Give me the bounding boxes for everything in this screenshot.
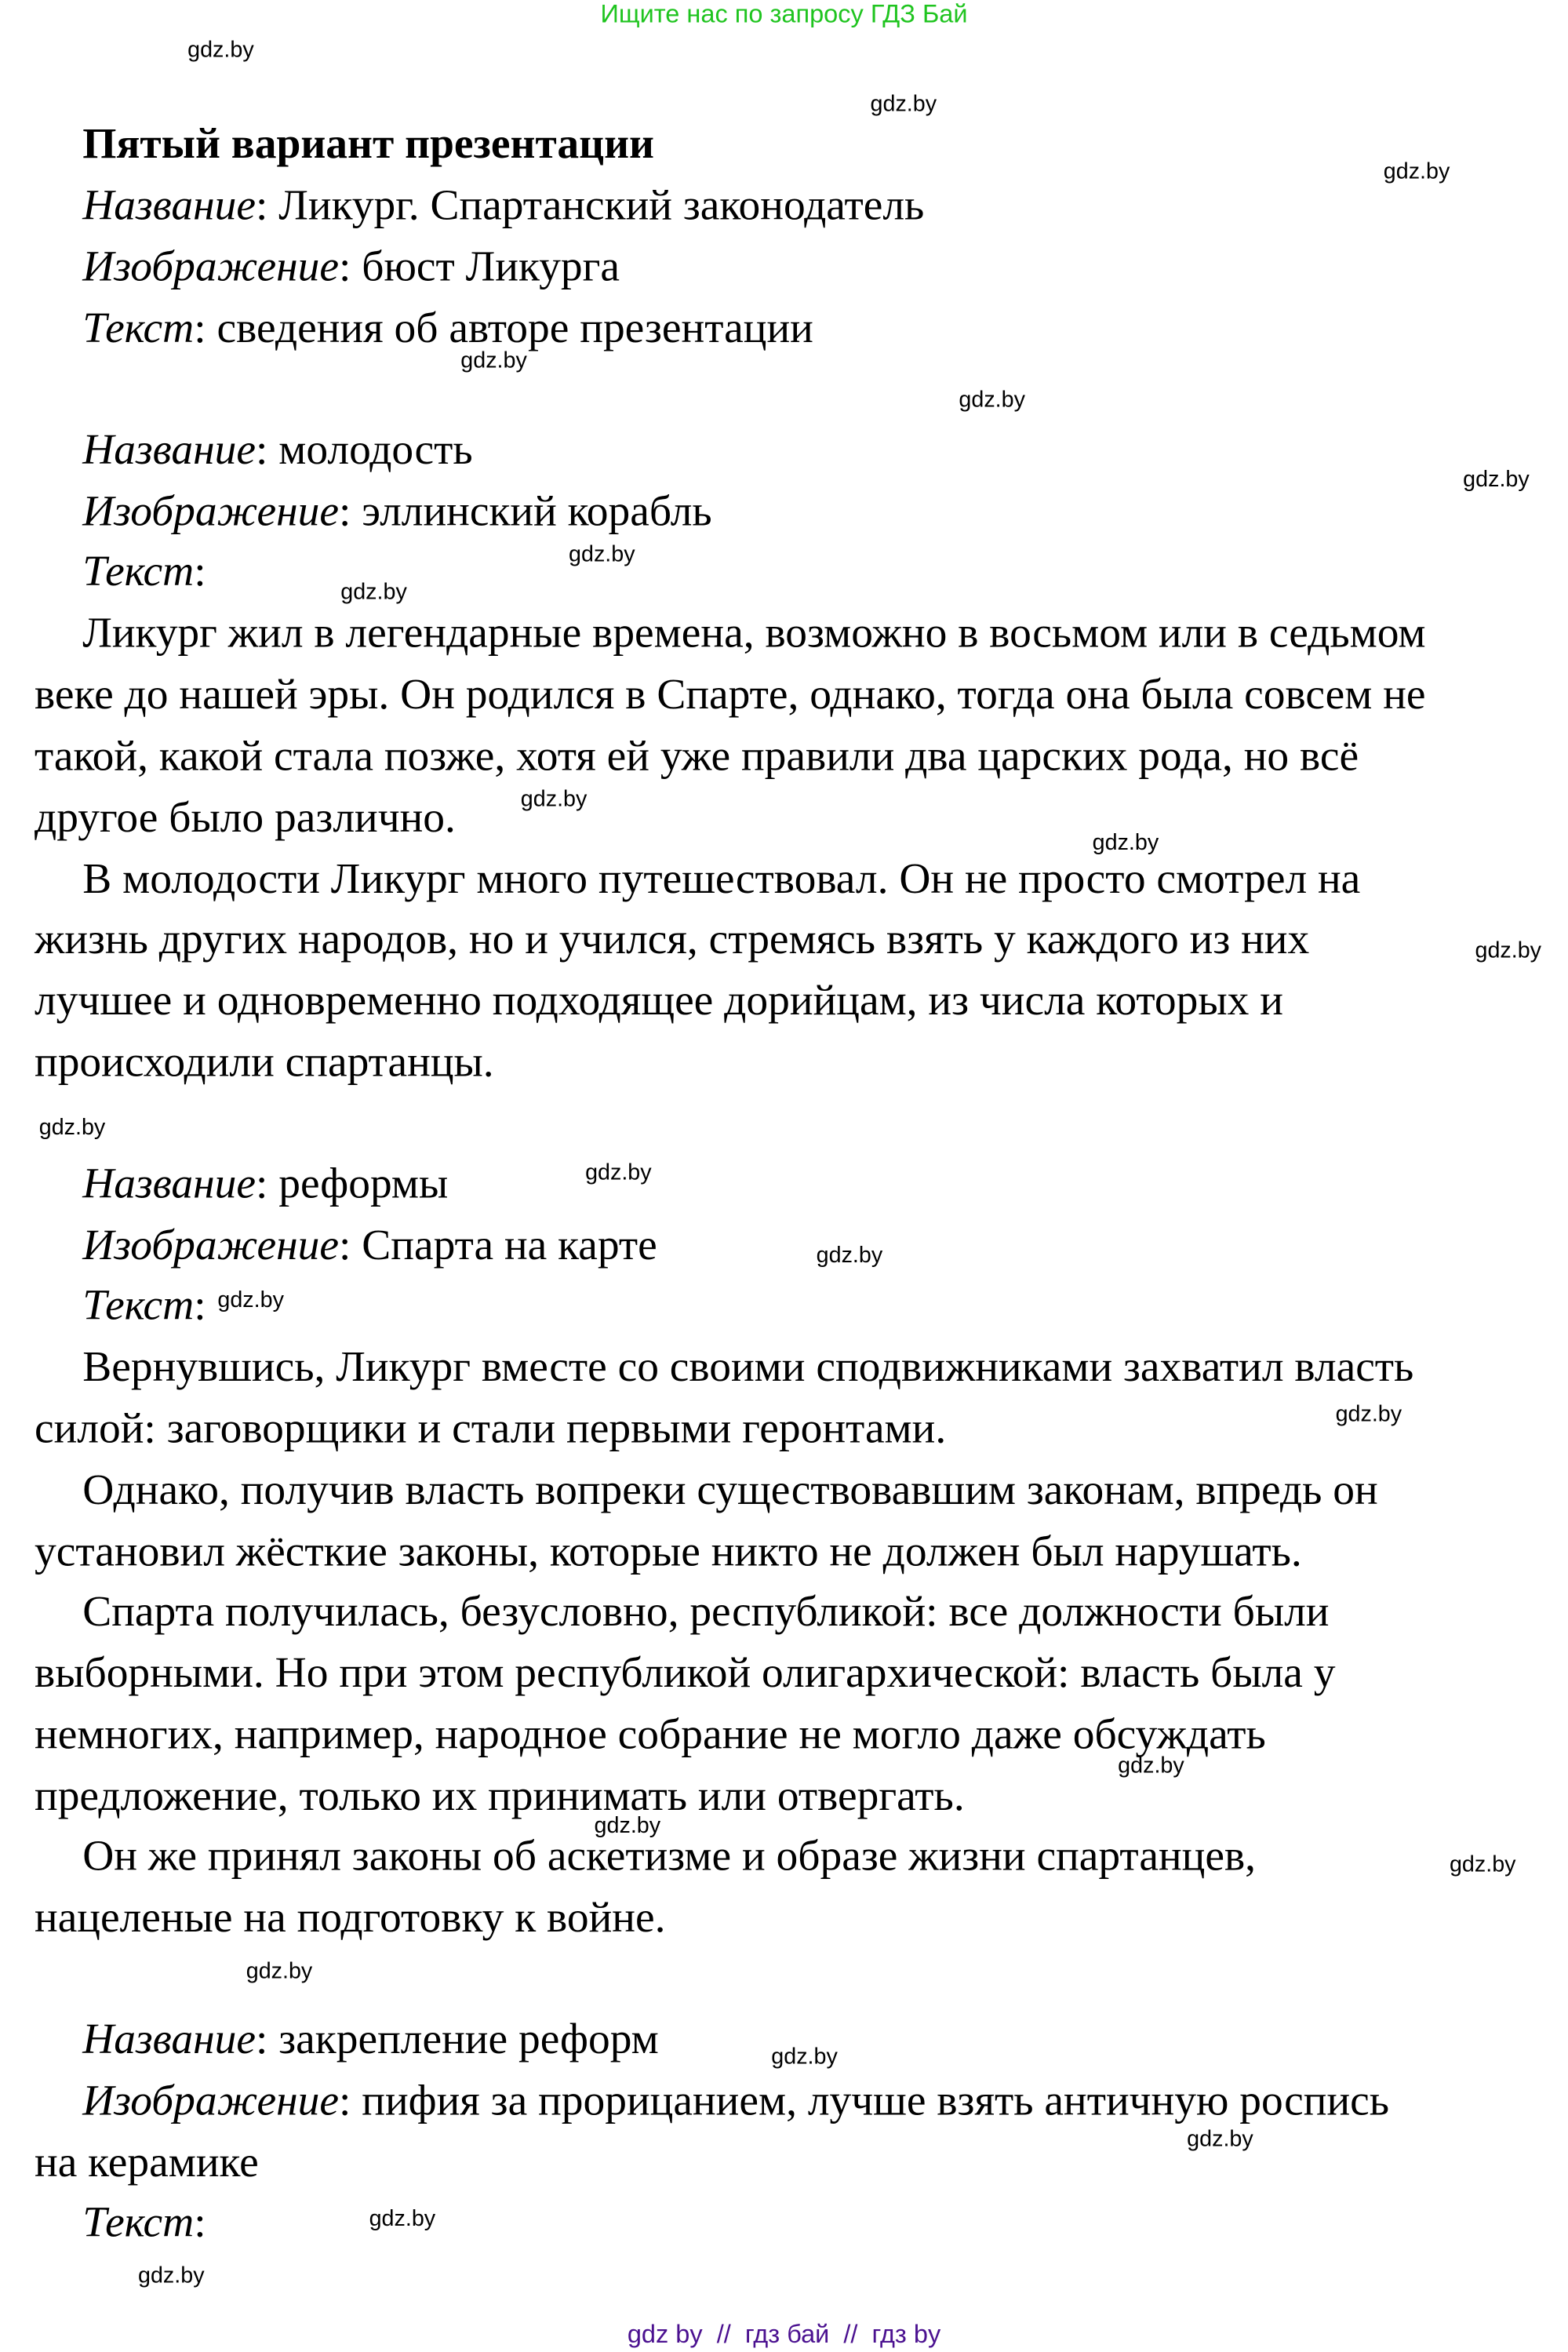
watermark: gdz.by [460,348,527,374]
body-line: немногих, например, народное собрание не могло даже обсуждать [34,1710,1266,1760]
body-line: такой, какой стала позже, хотя ей уже правили два царских рода, но всё [34,732,1359,781]
slide1-title: Название: Ликург. Спартанский законодатель [82,181,925,230]
body-line: другое было различно. [34,793,456,843]
body-line: нацеленые на подготовку к войне. [34,1894,666,1942]
slide4-title: Название: закрепление реформ [82,2015,659,2064]
slide2-image: Изображение: эллинский корабль [82,487,712,536]
body-line: В молодости Ликург много путешествовал. Он не просто смотрел на [82,855,1361,904]
slide2-text-label: Текст: [82,548,206,596]
watermark: gdz.by [1335,1401,1402,1428]
body-line: происходили спартанцы. [34,1038,494,1087]
body-line: веке до нашей эры. Он родился в Спарте, однако, тогда она была совсем не [34,671,1426,719]
watermark: gdz.by [1092,829,1159,856]
body-line: силой: заговорщики и стали первыми геронтами. [34,1404,947,1453]
watermark: gdz.by [1383,158,1450,185]
body-line: Однако, получив власть вопреки существовавшим законам, впредь он [82,1466,1378,1515]
watermark: gdz.by [187,37,254,64]
watermark: gdz.by [520,786,588,812]
watermark: gdz.by [340,579,407,605]
watermark: gdz.by [1475,938,1542,964]
slide3-text-label: Текст: [82,1281,206,1330]
watermark: gdz.by [816,1242,883,1269]
watermark: gdz.by [1187,2126,1253,2153]
watermark: gdz.by [569,541,635,568]
body-line: выборными. Но при этом республикой олигархической: власть была у [34,1649,1336,1698]
footer-links[interactable]: gdz by // гдз бай // гдз by [627,2320,941,2349]
body-line: Спарта получилась, безусловно, республикой: все должности были [82,1587,1330,1637]
body-line: установил жёсткие законы, которые никто не должен был нарушать. [34,1527,1302,1576]
watermark: gdz.by [246,1958,313,1984]
slide3-title: Название: реформы [82,1160,449,1208]
body-line: лучшее и одновременно подходящее дорийцам, из числа которых и [34,977,1284,1025]
slide4-image-cont: на керамике [34,2139,259,2187]
slide1-image: Изображение: бюст Ликурга [82,242,620,292]
watermark: gdz.by [585,1160,652,1186]
watermark: gdz.by [137,2263,205,2289]
watermark: gdz.by [594,1812,661,1839]
body-line: Ликург жил в легендарные времена, возможно в восьмом или в седьмом [82,609,1426,657]
body-line: Вернувшись, Ликург вместе со своими сподвижниками захватил власть [82,1343,1414,1392]
watermark: gdz.by [369,2206,436,2232]
slide3-image: Изображение: Спарта на карте [82,1222,657,1270]
watermark: gdz.by [38,1115,106,1141]
slide1-text: Текст: сведения об авторе презентации [82,304,813,353]
watermark: gdz.by [959,387,1025,413]
watermark: gdz.by [771,2044,838,2070]
page-heading: Пятый вариант презентации [82,120,655,169]
watermark: gdz.by [217,1287,284,1313]
slide4-text-label: Текст: [82,2198,206,2247]
watermark: gdz.by [1463,466,1530,493]
watermark: gdz.by [870,91,937,118]
header-banner: Ищите нас по запросу ГДЗ Бай [600,0,968,29]
slide2-title: Название: молодость [82,426,473,475]
body-line: Он же принял законы об аскетизме и образе жизни спартанцев, [82,1832,1257,1881]
watermark: gdz.by [1449,1851,1516,1878]
body-line: предложение, только их принимать или отвергать. [34,1772,965,1821]
watermark: gdz.by [1118,1753,1184,1779]
slide4-image: Изображение: пифия за прорицанием, лучше взять античную роспись [82,2077,1390,2125]
body-line: жизнь других народов, но и учился, стремясь взять у каждого из них [34,915,1310,964]
